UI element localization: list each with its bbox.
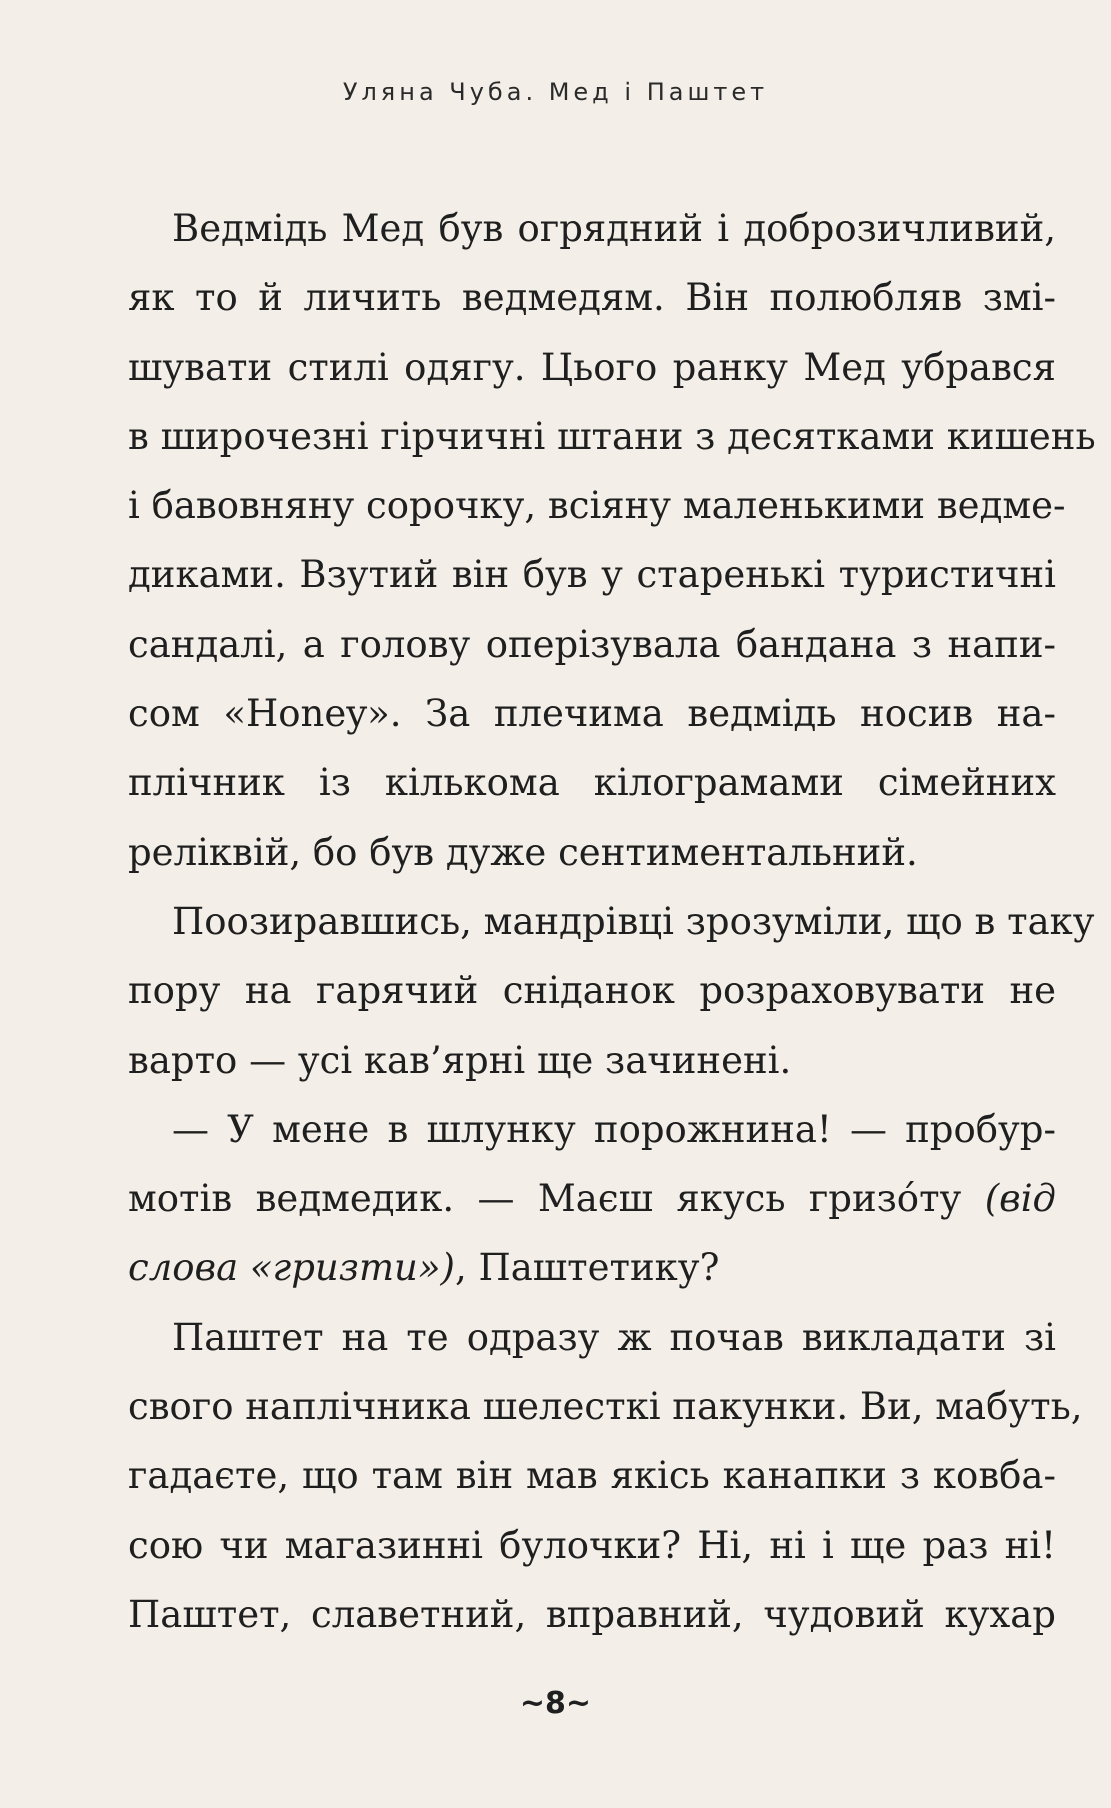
text-line: гадаєте, що там він мав якісь канапки з ковба- xyxy=(128,1454,1056,1498)
text-line: сою чи магазинні булочки? Ні, ні і ще раз ні! xyxy=(128,1523,1056,1567)
text-line: — У мене в шлунку порожнина! — пробур- xyxy=(172,1107,1056,1151)
paragraph-4 xyxy=(128,1303,1083,1649)
text-line: сандалі, а голову оперізувала бандана з напи- xyxy=(128,622,1056,666)
text-line xyxy=(128,1164,1056,1233)
paragraph-2 xyxy=(128,887,1095,1095)
text-line: диками. Взутий він був у старенькі туристичні xyxy=(128,553,1056,597)
text-line: шувати стилі одягу. Цього ранку Мед убрався xyxy=(128,345,1056,389)
paragraph-3 xyxy=(128,1095,1056,1303)
text-line: варто — усі кав’ярні ще зачинені. xyxy=(128,1038,792,1082)
paragraph-1 xyxy=(128,194,1096,887)
text-line: реліквій, бо був дуже сентиментальний. xyxy=(128,830,918,874)
italic-note: (від xyxy=(984,1177,1056,1221)
text-line: і бавовняну сорочку, всіяну маленькими ведме- xyxy=(128,484,1066,528)
text-line: Ведмідь Мед був огрядний і доброзичливий, xyxy=(172,207,1056,250)
text-line: плічник із кількома кілограмами сімейних xyxy=(128,761,1056,805)
italic-note: слова «гризти») xyxy=(128,1246,455,1290)
body-text xyxy=(128,194,1096,1649)
running-head: Уляна Чуба. Мед і Паштет xyxy=(342,78,769,106)
text-line: як то й личить ведмедям. Він полюбляв змі- xyxy=(128,276,1056,320)
text-line: Паштет, славетний, вправний, чудовий кухар xyxy=(128,1592,1056,1636)
text-line: пору на гарячий сніданок розраховувати не xyxy=(128,969,1056,1013)
text-line: Поозиравшись, мандрівці зрозуміли, що в таку xyxy=(172,899,1095,943)
text-line: в широчезні гірчичні штани з десятками кишень xyxy=(128,414,1096,458)
text-run: , Паштетику? xyxy=(454,1246,720,1290)
text-line: свого наплічника шелесткі пакунки. Ви, мабуть, xyxy=(128,1385,1083,1429)
text-line: сом «Honey». За плечима ведмідь носив на- xyxy=(128,692,1056,736)
text-line: Паштет на те одразу ж почав викладати зі xyxy=(172,1315,1056,1359)
text-line xyxy=(128,1233,1056,1302)
text-run: мотів ведмедик. — Маєш якусь гризо́ту xyxy=(128,1177,985,1221)
page-number: ~8~ xyxy=(519,1686,592,1721)
